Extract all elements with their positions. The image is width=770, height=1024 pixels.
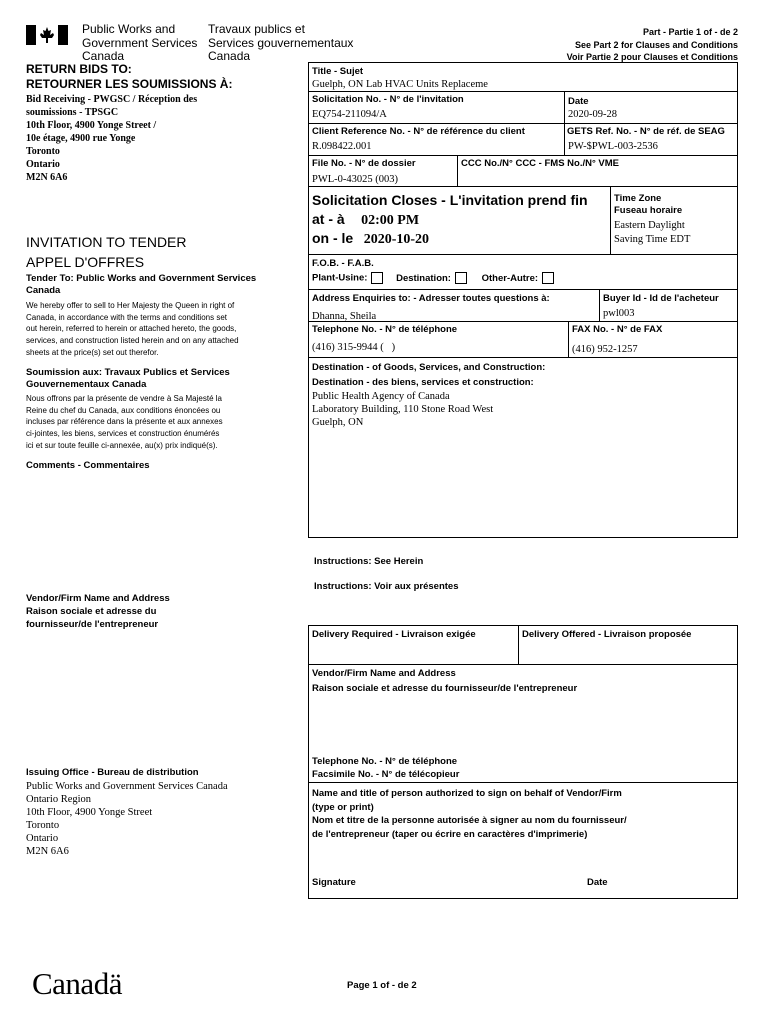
- destination-goods-value: [312, 390, 493, 429]
- department-name-en-line: Government Services: [82, 35, 198, 50]
- offer-line: sheets at the price(s) set out therefor.: [26, 347, 159, 357]
- time-zone-value: [614, 219, 690, 247]
- divider: [308, 254, 738, 255]
- issuing-line: Toronto: [26, 820, 60, 831]
- closing-date-row: [312, 230, 429, 248]
- issuing-line: M2N 6A6: [26, 846, 69, 857]
- offer-line-fr: ici et sur toute feuille ci-annexée, au(x) prix indiqué(s).: [26, 440, 218, 450]
- divider: [308, 664, 738, 665]
- telephone-label: Telephone No. - N° de téléphone: [312, 324, 458, 335]
- canada-wordmark: Canadä: [32, 966, 122, 1001]
- address-line: Toronto: [26, 146, 60, 157]
- offer-line-fr: Reine du chef du Canada, aux conditions énoncées ou: [26, 405, 221, 415]
- return-bids-heading: [26, 62, 232, 92]
- title-label: Title - Sujet: [312, 66, 364, 77]
- divider: [457, 155, 458, 186]
- fob-options: [312, 272, 554, 285]
- offer-line-fr: ci-jointes, les biens, services et construction énumérés: [26, 429, 220, 439]
- offer-line: We hereby offer to sell to Her Majesty the Queen in right of: [26, 301, 235, 310]
- vendor-fax-label: Facsimile No. - N° de télécopieur: [312, 769, 460, 780]
- page-number: Page 1 of - de 2: [347, 980, 417, 991]
- address-line: Ontario: [26, 159, 60, 170]
- delivery-required-label: Delivery Required - Livraison exigée: [312, 629, 476, 640]
- signature-label: Signature: [312, 877, 356, 888]
- vendor-label-en: Vendor/Firm Name and Address: [312, 668, 456, 679]
- destination-goods-line: Public Health Agency of Canada: [312, 391, 450, 402]
- destination-label: Destination:: [396, 272, 451, 284]
- destination-goods-label-fr: Destination - des biens, services et construction:: [312, 377, 534, 388]
- destination-checkbox[interactable]: [455, 272, 467, 284]
- see-part-2-en: See Part 2 for Clauses and Conditions: [574, 39, 738, 50]
- telephone-value: (416) 315-9944 ( ): [312, 342, 396, 353]
- invitation-title-en: INVITATION TO TENDER: [26, 234, 187, 250]
- solicitation-label: Solicitation No. - N° de l'invitation: [312, 94, 464, 105]
- address-line: 10e étage, 4900 rue Yonge: [26, 133, 136, 144]
- authorized-line: Nom et titre de la personne autorisée à signer au nom du fournisseur/: [312, 815, 627, 826]
- destination-goods-line: Laboratory Building, 110 Stone Road West: [312, 404, 494, 415]
- time-zone-label-fr: Fuseau horaire: [614, 205, 683, 216]
- divider: [308, 289, 738, 290]
- offer-line: out herein, referred to herein or attached hereto, the goods,: [26, 324, 237, 334]
- delivery-offered-label: Delivery Offered - Livraison proposée: [522, 629, 692, 640]
- divider: [308, 321, 738, 322]
- authorized-line: (type or print): [312, 801, 374, 813]
- divider: [610, 186, 611, 254]
- return-bids-heading-fr: RETOURNER LES SOUMISSIONS À:: [26, 77, 233, 91]
- issuing-office-address: [26, 780, 228, 858]
- closing-date-value: 2020-10-20: [363, 232, 430, 247]
- see-part-2-fr: Voir Partie 2 pour Clauses et Conditions: [566, 52, 738, 62]
- divider: [518, 625, 519, 664]
- divider: [308, 186, 738, 187]
- department-name-fr-line: Services gouvernementaux: [208, 35, 354, 50]
- divider: [308, 357, 738, 358]
- issuing-line: Ontario: [26, 833, 59, 844]
- closing-time-row: [312, 211, 419, 229]
- plant-usine-checkbox[interactable]: [371, 272, 383, 284]
- authorized-line: Name and title of person authorized to sign on behalf of Vendor/Firm: [312, 788, 622, 799]
- offer-line: services, and construction listed herein and on any attached: [26, 336, 239, 346]
- client-ref-label: Client Reference No. - N° de référence du client: [312, 126, 525, 137]
- fax-label: FAX No. - N° de FAX: [572, 324, 663, 335]
- ccc-label: CCC No./N° CCC - FMS No./N° VME: [461, 158, 620, 169]
- time-zone-value-line: Saving Time EDT: [614, 234, 691, 245]
- invitation-title-fr: APPEL D'OFFRES: [26, 254, 145, 270]
- on-label: on - le: [312, 230, 354, 246]
- tender-to: Tender To: Public Works and Government Services Canada: [26, 273, 257, 296]
- department-name-fr: [208, 23, 353, 64]
- other-autre-checkbox[interactable]: [542, 272, 554, 284]
- offer-line-fr: incluses par référence dans la présente et aux annexes: [26, 417, 223, 427]
- divider: [568, 321, 569, 357]
- vendor-left-line: fournisseur/de l'entrepreneur: [26, 619, 159, 630]
- comments-label: Comments - Commentaires: [26, 460, 150, 471]
- buyer-id-label: Buyer Id - Id de l'acheteur: [603, 293, 719, 304]
- return-bids-address: [26, 93, 197, 184]
- invitation-title: [26, 232, 187, 272]
- date-value: 2020-09-28: [568, 109, 617, 120]
- time-zone-label-en: Time Zone: [614, 193, 662, 204]
- plant-usine-label: Plant-Usine:: [312, 272, 368, 284]
- address-line: Bid Receiving - PWGSC / Réception des: [26, 94, 198, 105]
- client-ref-value: R.098422.001: [312, 141, 372, 152]
- vendor-telephone-label: Telephone No. - N° de téléphone: [312, 756, 458, 767]
- divider: [308, 155, 738, 156]
- fob-label: F.O.B. - F.A.B.: [312, 258, 374, 269]
- address-line: soumissions - TPSGC: [26, 107, 119, 118]
- vendor-contact-label: [312, 755, 459, 781]
- issuing-office-label: Issuing Office - Bureau de distribution: [26, 767, 199, 778]
- buyer-id-value: pwl003: [603, 308, 635, 319]
- issuing-line: Public Works and Government Services Canada: [26, 781, 228, 792]
- offer-line-fr: Nous offrons par la présente de vendre à Sa Majesté la: [26, 394, 222, 403]
- date-label: Date: [568, 96, 589, 107]
- fax-value: (416) 952-1257: [572, 344, 638, 355]
- divider: [308, 123, 738, 124]
- address-line: 10th Floor, 4900 Yonge Street /: [26, 120, 157, 131]
- part-indicator: [567, 26, 738, 64]
- vendor-name-address-label: [312, 666, 577, 696]
- authorized-line: de l'entrepreneur (taper ou écrire en caractères d'imprimerie): [312, 828, 588, 840]
- address-enquiries-label: Address Enquiries to: - Adresser toutes questions à:: [312, 293, 550, 304]
- time-zone-value-line: Eastern Daylight: [614, 220, 685, 231]
- issuing-line: Ontario Region: [26, 794, 92, 805]
- address-line: M2N 6A6: [26, 172, 68, 183]
- vendor-label-fr: Raison sociale et adresse du fournisseur/de l'entrepreneur: [312, 683, 578, 694]
- part-number: Part - Partie 1 of - de 2: [642, 27, 738, 37]
- soumission-aux: Soumission aux: Travaux Publics et Services Gouvernementaux Canada: [26, 367, 230, 390]
- destination-goods-label-en: Destination - of Goods, Services, and Construction:: [312, 362, 546, 373]
- department-name-fr-line: Canada: [208, 49, 251, 63]
- divider: [308, 91, 738, 92]
- department-name-fr-line: Travaux publics et: [208, 22, 305, 36]
- authorized-person-label: [312, 787, 627, 841]
- at-label: at - à: [312, 211, 345, 227]
- offer-statement-fr: [26, 393, 223, 452]
- divider: [599, 289, 600, 321]
- solicitation-value: EQ754-211094/A: [312, 109, 387, 120]
- solicitation-closes-label: Solicitation Closes - L'invitation prend fin: [312, 192, 588, 208]
- vendor-left-line: Vendor/Firm Name and Address: [26, 593, 170, 604]
- offer-line: Canada, in accordance with the terms and conditions set: [26, 312, 228, 322]
- vendor-left-line: Raison sociale et adresse du: [26, 606, 157, 617]
- department-name-en: [82, 23, 197, 64]
- title-value: Guelph, ON Lab HVAC Units Replaceme: [312, 79, 488, 90]
- department-name-en-line: Canada: [82, 49, 125, 63]
- issuing-line: 10th Floor, 4900 Yonge Street: [26, 807, 153, 818]
- address-enquiries-value: Dhanna, Sheila: [312, 311, 377, 322]
- destination-goods-label: [312, 360, 545, 390]
- destination-goods-line: Guelph, ON: [312, 417, 364, 428]
- file-no-label: File No. - N° de dossier: [312, 158, 416, 169]
- department-name-en-line: Public Works and: [82, 22, 176, 36]
- other-autre-label: Other-Autre:: [481, 272, 539, 284]
- gets-ref-label: GETS Ref. No. - N° de réf. de SEAG: [567, 126, 725, 137]
- return-bids-heading-en: RETURN BIDS TO:: [26, 62, 132, 76]
- closing-time-value: 02:00 PM: [361, 213, 420, 228]
- instructions-en: Instructions: See Herein: [314, 556, 424, 567]
- gets-ref-value: PW-$PWL-003-2536: [568, 141, 658, 152]
- vendor-left-label: [26, 592, 170, 631]
- file-no-value: PWL-0-43025 (003): [312, 174, 399, 185]
- offer-statement-en: [26, 300, 239, 359]
- signature-date-label: Date: [587, 877, 608, 888]
- time-zone-label: [614, 193, 682, 217]
- canada-flag-logo: [26, 25, 68, 45]
- divider: [308, 782, 738, 783]
- instructions-fr: Instructions: Voir aux présentes: [314, 581, 459, 592]
